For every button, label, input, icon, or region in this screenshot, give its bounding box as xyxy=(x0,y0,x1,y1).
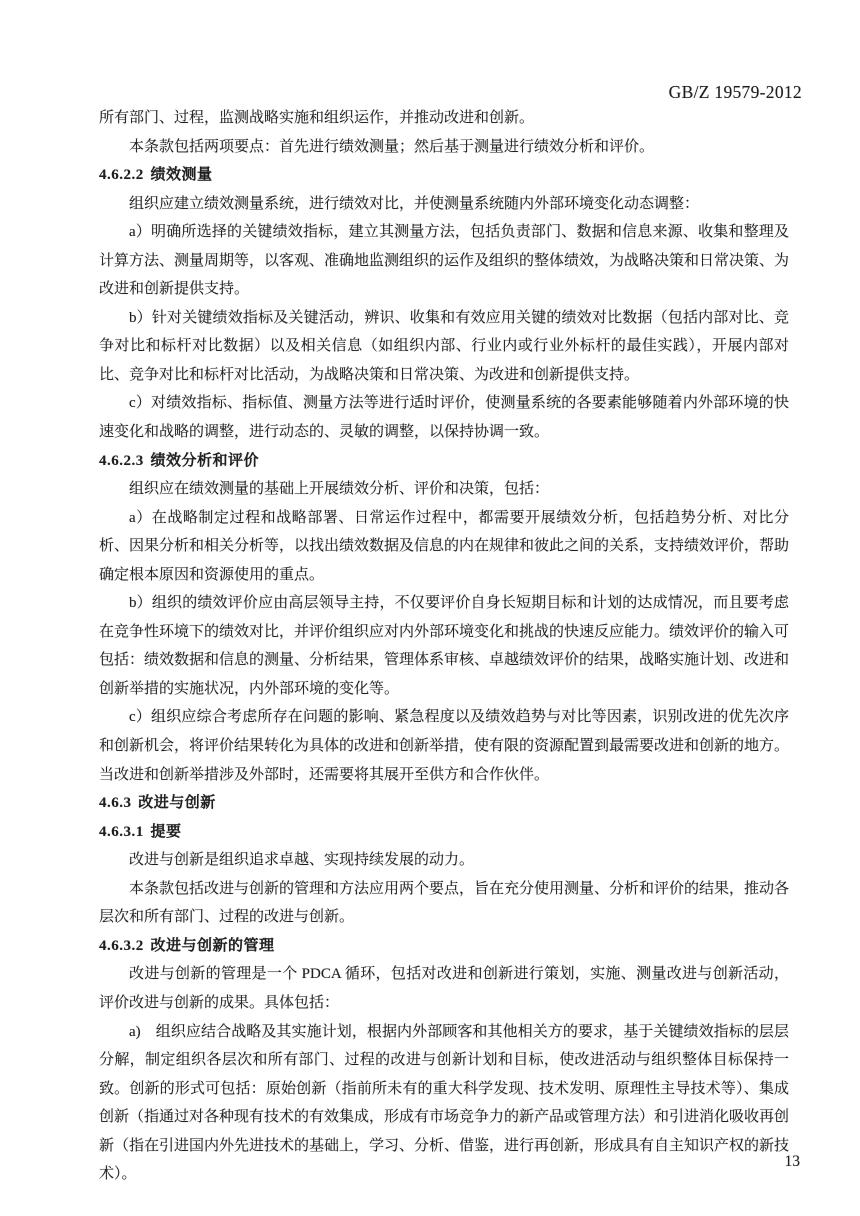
section-heading xyxy=(99,447,789,476)
paragraph: a）在战略制定过程和战略部署、日常运作过程中，都需要开展绩效分析，包括趋势分析、对比分析、因果分析和相关分析等，以找出绩效数据及信息的内在规律和彼此之间的关系，支持绩效评价，帮助确定根本原因和资源使用的重点。 xyxy=(99,509,790,583)
paragraph: 组织应在绩效测量的基础上开展绩效分析、评价和决策，包括： xyxy=(129,481,550,498)
section-heading xyxy=(99,818,789,847)
paragraph: 改进与创新的管理是一个 PDCA 循环，包括对改进和创新进行策划，实施、测量改进与创新活动，评价改进与创新的成果。具体包括： xyxy=(99,966,789,1011)
paragraph: 本条款包括改进与创新的管理和方法应用两个要点，旨在充分使用测量、分析和评价的结果，推动各层次和所有部门、过程的改进与创新。 xyxy=(99,880,790,926)
paragraph: a）明确所选择的关键绩效指标，建立其测量方法，包括负责部门、数据和信息来源、收集和整理及计算方法、测量周期等，以客观、准确地监测组织的运作及组织的整体绩效，为战略决策和日常决策、为改进和创新提供支持。 xyxy=(99,224,790,298)
paragraph: c）组织应综合考虑所存在问题的影响、紧急程度以及绩效趋势与对比等因素，识别改进的优先次序和创新机会，将评价结果转化为具体的改进和创新举措，使有限的资源配置到最需要改进和创新的地方。当改进和创新举措涉及外部时，还需要将其展开至供方和合作伙伴。 xyxy=(99,709,790,783)
section-title: 改进与创新的管理 xyxy=(150,936,275,954)
section-heading xyxy=(99,932,789,961)
section-title: 绩效测量 xyxy=(150,166,213,184)
paragraph: b）针对关键绩效指标及关键活动，辨识、收集和有效应用关键的绩效对比数据（包括内部对比、竞争对比和标杆对比数据）以及相关信息（如组织内部、行业内或行业外标杆的最佳实践），开展内部对比、竞争对比和标杆对比活动，为战略决策和日常决策、为改进和创新提供支持。 xyxy=(99,309,789,383)
section-number: 4.6.2.2 xyxy=(99,167,144,184)
paragraph: 所有部门、过程，监测战略实施和组织运作，并推动改进和创新。 xyxy=(99,110,535,126)
section-number: 4.6.2.3 xyxy=(99,452,144,469)
section-number: 4.6.3.2 xyxy=(99,937,144,954)
section-number: 4.6.3.1 xyxy=(99,823,144,840)
paragraph: b）组织的绩效评价应由高层领导主持，不仅要评价自身长短期目标和计划的达成情况，而且要考虑在竞争性环境下的绩效对比，并评价组织应对内外部环境变化和挑战的快速反应能力。绩效评价的输入可包括：绩效数据和信息的测量、分析结果，管理体系审核、卓越绩效评价的结果，战略实施计划、改进和创新举措的实施状况，内外部环境的变化等。 xyxy=(99,595,790,697)
standard-code-header: GB/Z 19579-2012 xyxy=(668,82,802,102)
section-heading xyxy=(99,161,789,190)
section-title: 绩效分析和评价 xyxy=(150,451,260,469)
page-number: 13 xyxy=(784,1153,800,1170)
section-title: 提要 xyxy=(150,822,182,840)
document-body xyxy=(99,104,789,1189)
section-title: 改进与创新 xyxy=(138,794,216,812)
paragraph: 改进与创新是组织追求卓越、实现持续发展的动力。 xyxy=(129,852,475,869)
paragraph: 本条款包括两项要点：首先进行绩效测量；然后基于测量进行绩效分析和评价。 xyxy=(129,138,655,155)
paragraph: a) 组织应结合战略及其实施计划，根据内外部顾客和其他相关方的要求，基于关键绩效指标的层层分解，制定组织各层次和所有部门、过程的改进与创新计划和目标，使改进活动与组织整体目标保持一致。创新的形式可包括：原始创新（指前所未有的重大科学发现、技术发明、原理性主导技术等）、集成创新（指通过对各种现有技术的有效集成，形成有市场竞争力的新产品或管理方法）和引进消化吸收再创新（指在引进国内外先进技术的基础上，学习、分析、借鉴，进行再创新，形成具有自主知识产权的新技术）。 xyxy=(99,1023,790,1183)
section-number: 4.6.3 xyxy=(99,795,132,812)
paragraph: 组织应建立绩效测量系统，进行绩效对比，并使测量系统随内外部环境变化动态调整： xyxy=(129,195,700,212)
section-heading xyxy=(99,789,789,818)
paragraph: c）对绩效指标、指标值、测量方法等进行适时评价，使测量系统的各要素能够随着内外部环境的快速变化和战略的调整，进行动态的、灵敏的调整，以保持协调一致。 xyxy=(99,395,789,441)
